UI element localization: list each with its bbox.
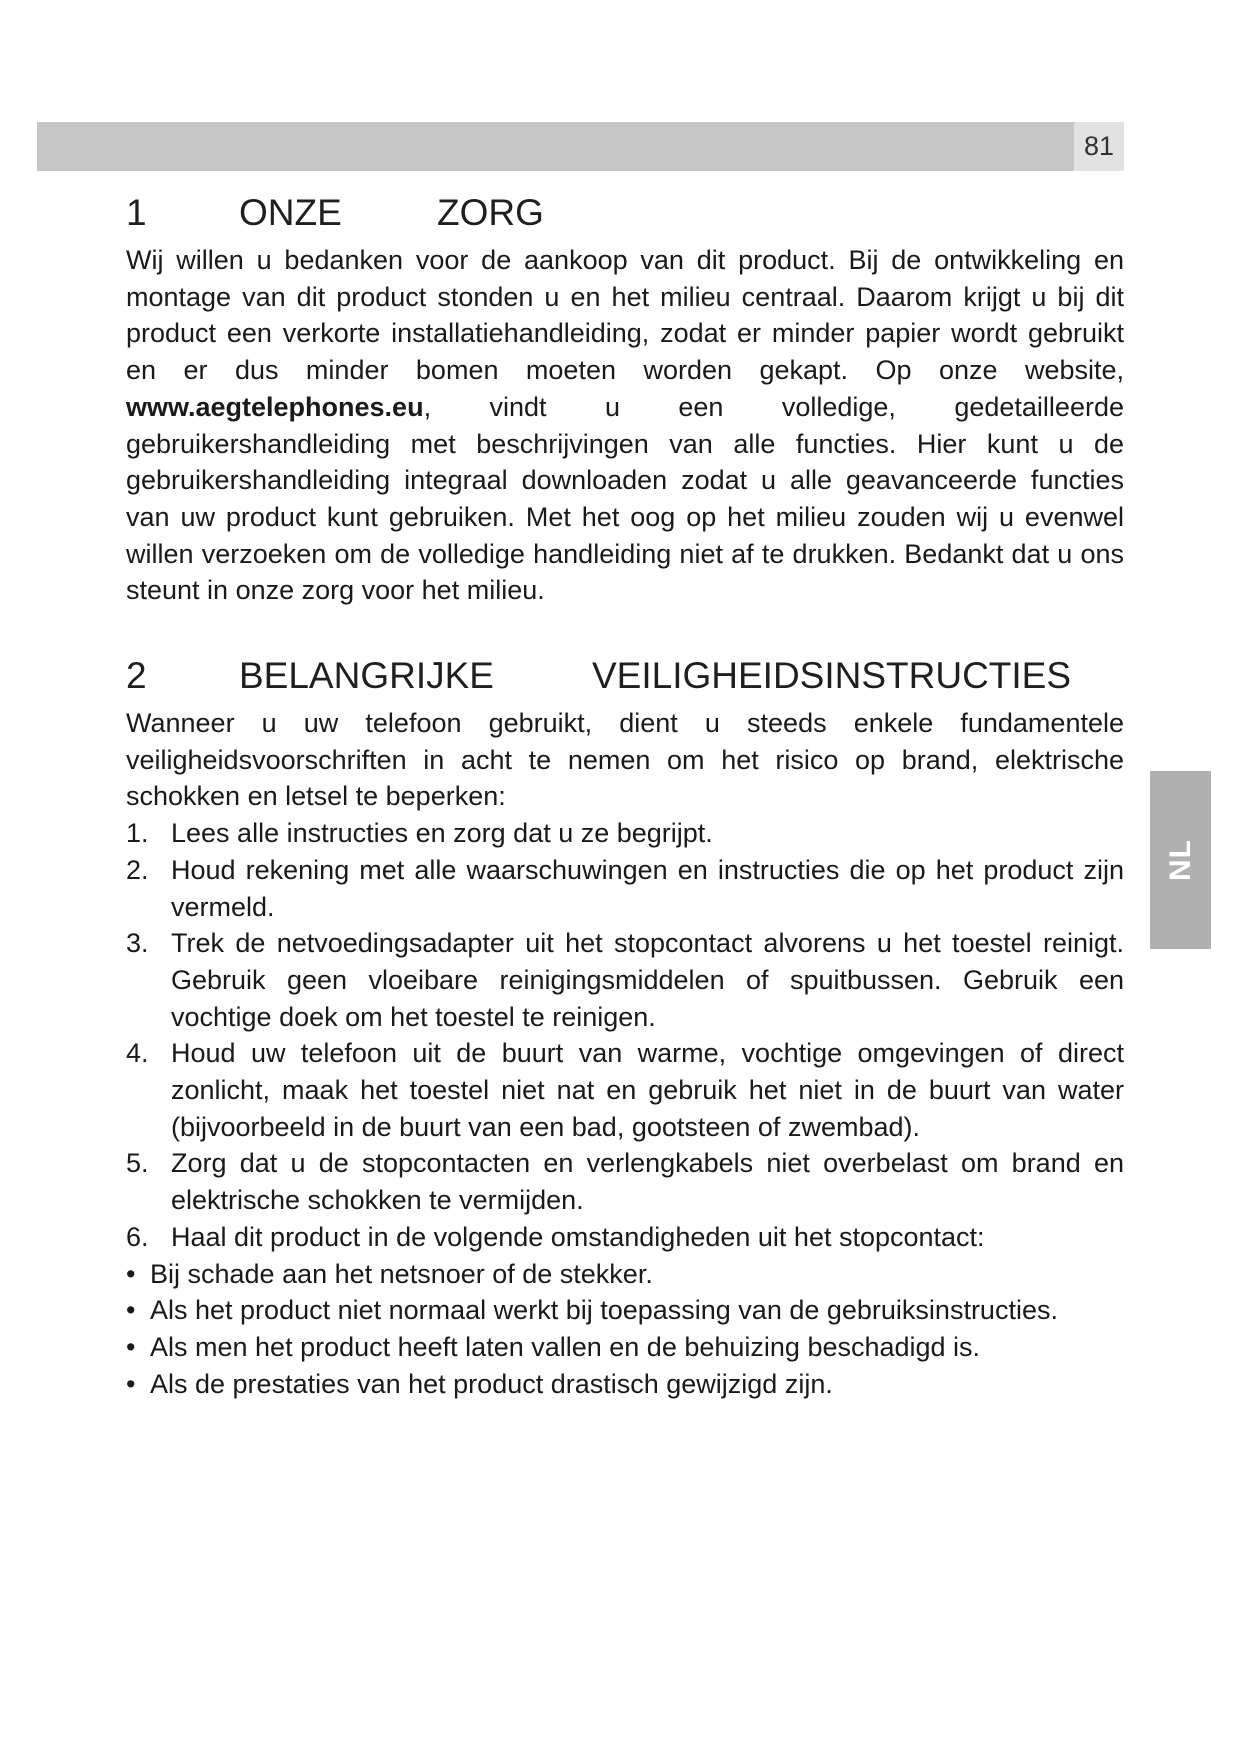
instruction-item: [126, 1145, 1124, 1218]
header-bar: [37, 122, 1074, 171]
condition-list: [126, 1256, 1124, 1403]
condition-item: [126, 1256, 1124, 1293]
page-number: 81: [1074, 122, 1124, 171]
instruction-number: 3.: [126, 928, 149, 959]
language-tab-label: NL: [1163, 839, 1197, 881]
instruction-number: 5.: [126, 1148, 149, 1179]
language-tab: [1150, 771, 1211, 949]
bullet-icon: •: [126, 1295, 136, 1326]
paragraph-text-start: Wij willen u bedanken voor de aankoop van dit product. Bij de ontwikkeling en montage van dit product stonden u en het milieu centraal. Daarom krijgt u bij dit product een verkorte installatiehandleiding, zodat er minder papier wordt gebruikt en er dus minder bomen moeten worden gekapt. Op onze website,: [126, 245, 1124, 386]
instruction-item: [126, 1219, 1124, 1256]
instruction-text: Houd uw telefoon uit de buurt van warme, vochtige omgevingen of direct zonlicht, maak het toestel niet nat en gebruik het niet in de buurt van water (bijvoorbeeld in de buurt van een bad, gootsteen of zwembad).: [171, 1038, 1124, 1142]
instruction-text: Trek de netvoedingsadapter uit het stopcontact alvorens u het toestel reinigt. Gebruik geen vloeibare reinigingsmiddelen of spuitbussen. Gebruik een vochtige doek om het toestel te reinigen.: [171, 928, 1124, 1032]
condition-text: Als het product niet normaal werkt bij toepassing van de gebruiksinstructies.: [150, 1295, 1058, 1326]
instruction-text: Zorg dat u de stopcontacten en verlengkabels niet overbelast om brand en elektrische schokken te vermijden.: [171, 1148, 1124, 1216]
section-2-title-word-1: BELANGRIJKE: [239, 655, 494, 697]
section-1-title-word-1: ONZE: [239, 192, 342, 233]
instruction-item: [126, 925, 1124, 1035]
instruction-list: [126, 815, 1124, 1255]
instruction-item: [126, 852, 1124, 925]
instruction-number: 4.: [126, 1038, 149, 1069]
condition-item: [126, 1366, 1124, 1403]
condition-item: [126, 1329, 1124, 1366]
condition-text: Bij schade aan het netsnoer of de stekker.: [150, 1258, 653, 1289]
bullet-icon: •: [126, 1258, 136, 1289]
instruction-item: [126, 1035, 1124, 1145]
instruction-item: [126, 815, 1124, 852]
section-2-number: 2: [126, 655, 147, 697]
paragraph-text-end: , vindt u een volledige, gedetailleerde gebruikershandleiding met beschrijvingen van alle functies. Hier kunt u de gebruikershandleiding integraal downloaden zodat u alle geavanceerde functies van uw product kunt gebruiken. Met het oog op het milieu zouden wij u evenwel willen verzoeken om de volledige handleiding niet af te drukken. Bedankt dat u ons steunt in onze zorg voor het milieu.: [126, 391, 1124, 606]
instruction-number: 6.: [126, 1221, 149, 1252]
section-safety-instructions: [126, 653, 1124, 1402]
section-onze-zorg: [126, 190, 1124, 609]
instruction-number: 2.: [126, 854, 149, 885]
section-2-intro: Wanneer u uw telefoon gebruikt, dient u steeds enkele fundamentele veiligheidsvoorschriften in acht te nemen om het risico op brand, elektrische schokken en letsel te beperken:: [126, 708, 1124, 812]
website-link[interactable]: www.aegtelephones.eu: [126, 391, 424, 422]
instruction-number: 1.: [126, 818, 149, 849]
bullet-icon: •: [126, 1331, 136, 1362]
instruction-text: Lees alle instructies en zorg dat u ze begrijpt.: [171, 818, 713, 849]
section-1-title-word-2: ZORG: [437, 192, 544, 233]
condition-text: Als de prestaties van het product drastisch gewijzigd zijn.: [150, 1368, 833, 1399]
section-1-paragraph: [126, 242, 1124, 609]
instruction-text: Houd rekening met alle waarschuwingen en instructies die op het product zijn vermeld.: [171, 854, 1124, 922]
bullet-icon: •: [126, 1368, 136, 1399]
page-content: [126, 190, 1124, 1402]
section-2-title-word-2: VEILIGHEIDSINSTRUCTIES: [592, 655, 1072, 697]
condition-item: [126, 1292, 1124, 1329]
section-2-heading: [126, 653, 1124, 699]
condition-text: Als men het product heeft laten vallen en de behuizing beschadigd is.: [150, 1331, 981, 1362]
section-1-heading: [126, 190, 1124, 236]
instruction-text: Haal dit product in de volgende omstandigheden uit het stopcontact:: [171, 1221, 985, 1252]
section-1-number: 1: [126, 192, 147, 233]
